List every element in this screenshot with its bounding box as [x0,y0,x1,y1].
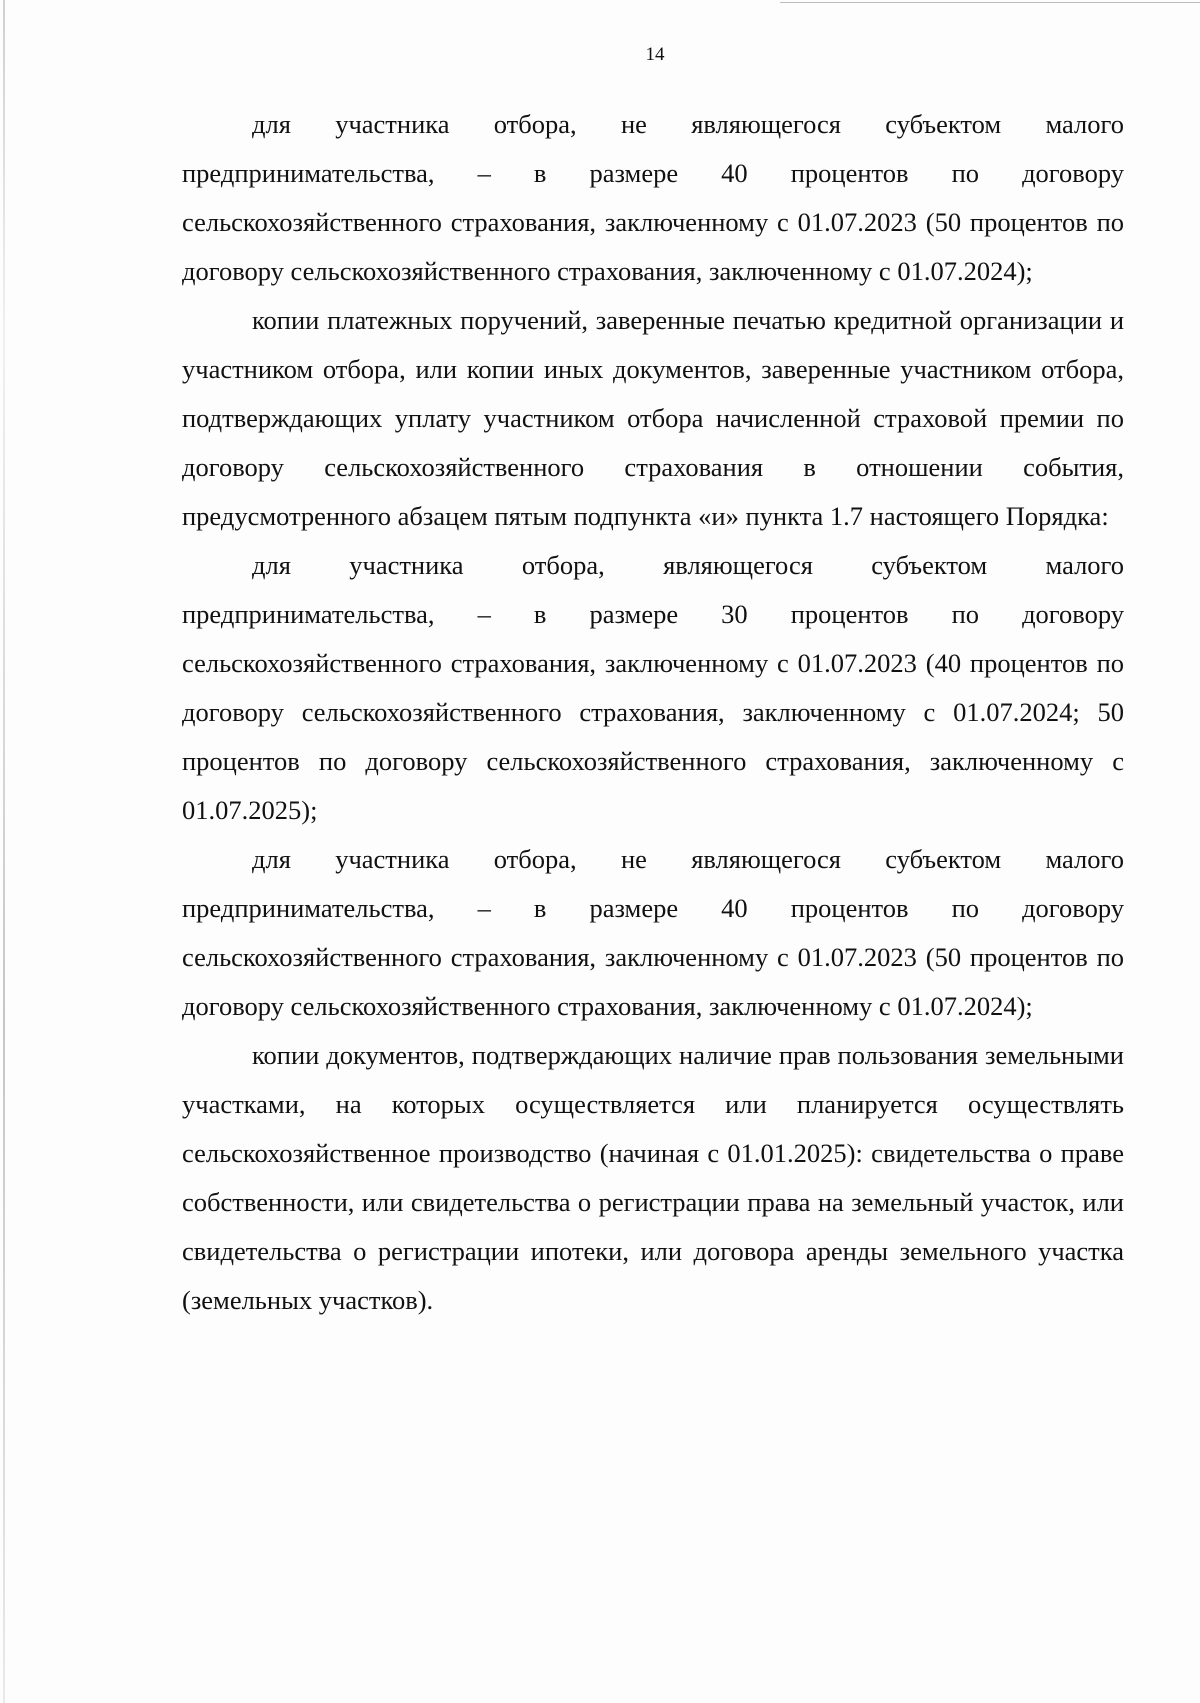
paragraph-4: для участника отбора, не являющегося субъектом малого предпринимательства, – в размере 40 процентов по договору сельскохозяйственного страхования, заключенному с 01.07.2023 (50 процентов по договору сельскохозяйственного страхования, заключенному с 01.07.2024); [182,844,1124,1021]
page-number: 14 [645,44,665,65]
scan-edge-top [780,2,1200,3]
paragraph-1: для участника отбора, не являющегося субъектом малого предпринимательства, – в размере 40 процентов по договору сельскохозяйственного страхования, заключенному с 01.07.2023 (50 процентов по договору сельскохозяйственного страхования, заключенному с 01.07.2024); [182,109,1124,286]
document-body [182,100,1124,1325]
paragraph-2: копии платежных поручений, заверенные печатью кредитной организации и участником отбора, или копии иных документов, заверенные участником отбора, подтверждающих уплату участником отбора начисленной страховой премии по договору сельскохозяйственного страхования в отношении события, предусмотренного абзацем пятым подпункта «и» пункта 1.7 настоящего Порядка: [182,305,1124,531]
paragraph-3: для участника отбора, являющегося субъектом малого предпринимательства, – в размере 30 процентов по договору сельскохозяйственного страхования, заключенному с 01.07.2023 (40 процентов по договору сельскохозяйственного страхования, заключенному с 01.07.2024; 50 процентов по договору сельскохозяйственного страхования, заключенному с 01.07.2025); [182,550,1124,825]
scan-edge-left [3,0,5,1703]
paragraph-5: копии документов, подтверждающих наличие прав пользования земельными участками, на которых осуществляется или планируется осуществлять сельскохозяйственное производство (начиная с 01.01.2025): свидетельства о праве собственности, или свидетельства о регистрации права на земельный участок, или свидетельства о регистрации ипотеки, или договора аренды земельного участка (земельных участков). [182,1040,1124,1315]
